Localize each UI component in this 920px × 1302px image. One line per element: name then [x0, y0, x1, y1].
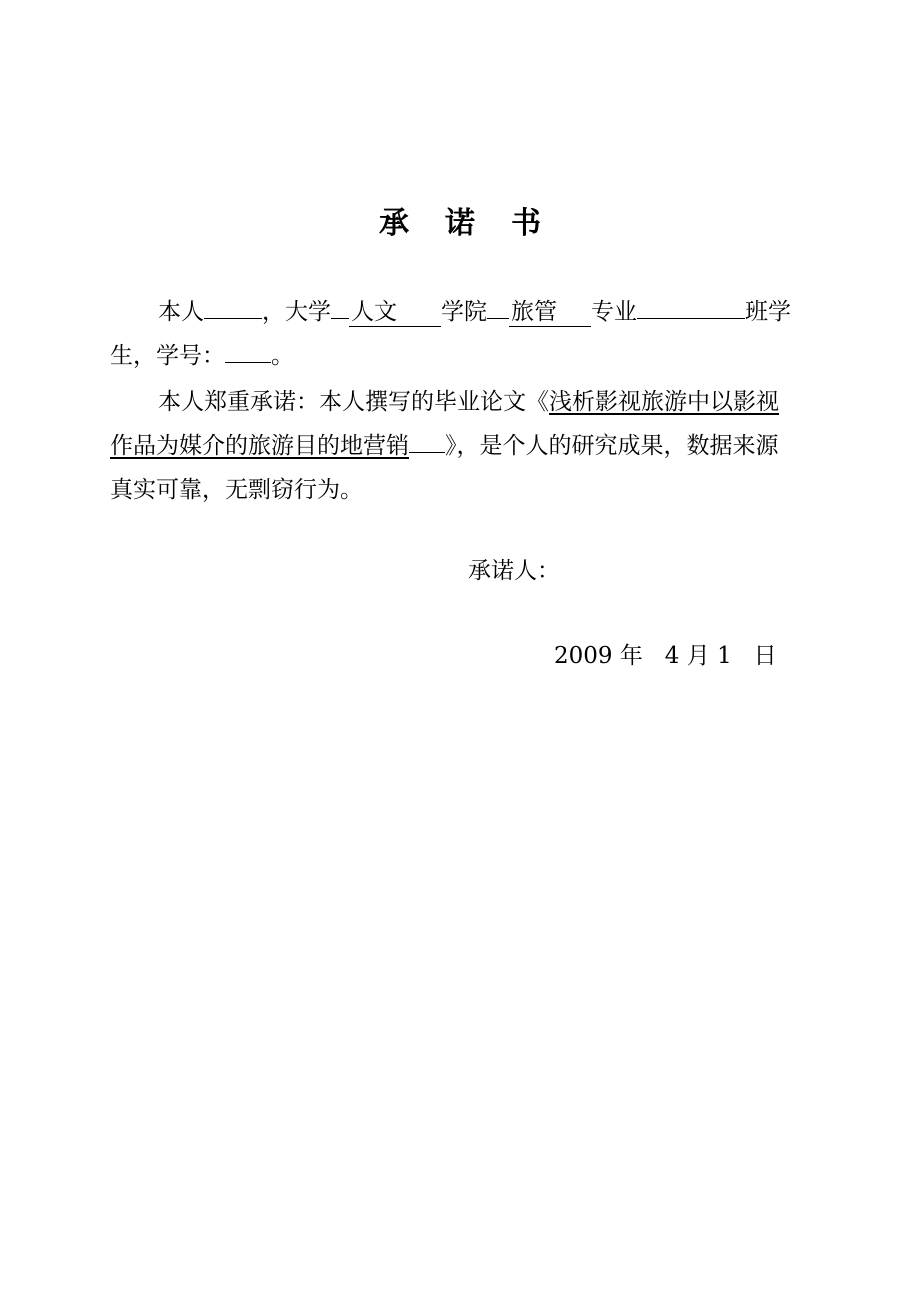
pledge-intro: 本人郑重承诺：本人撰写的毕业论文《	[158, 389, 549, 415]
para1-end: 。	[271, 343, 294, 369]
student-info-paragraph	[110, 290, 840, 378]
pledge-after-title: 》，是个人的研究成果，数据来源	[445, 433, 779, 459]
pledge-date	[554, 638, 777, 674]
name-blank	[204, 290, 262, 319]
class-blank	[637, 290, 745, 319]
title-char-1: 承	[379, 206, 409, 241]
class-label: 班学	[745, 299, 791, 325]
college-label: 学院	[441, 299, 487, 325]
college-value: 人文	[349, 298, 441, 327]
document-title	[0, 198, 920, 242]
date-month-label: 月	[686, 643, 710, 669]
major-label: 专业	[591, 299, 637, 325]
major-value: 旅管	[509, 298, 591, 327]
pledge-paragraph	[110, 380, 840, 512]
major-blank-lead	[487, 290, 509, 319]
date-month: 4	[664, 643, 680, 669]
thesis-title-line2: 作品为媒介的旅游目的地营销	[110, 433, 409, 459]
prefix-text: 本人	[158, 299, 204, 325]
date-day-label: 日	[753, 643, 777, 669]
title-char-3: 书	[511, 206, 541, 241]
student-id-label: 生，学号：	[110, 343, 225, 369]
pledge-line3: 真实可靠，无剽窃行为。	[110, 477, 363, 503]
title-char-2: 诺	[445, 206, 475, 241]
date-day: 1	[717, 643, 732, 669]
university-label: ，大学	[262, 299, 331, 325]
date-year: 2009	[554, 643, 613, 669]
student-id-blank	[225, 334, 271, 363]
thesis-title-tail-blank	[409, 424, 445, 453]
thesis-title-line1: 浅析影视旅游中以影视	[549, 389, 779, 415]
pledger-signature-label: 承诺人：	[468, 558, 560, 584]
date-year-label: 年	[619, 643, 643, 669]
university-blank-lead	[331, 290, 349, 319]
